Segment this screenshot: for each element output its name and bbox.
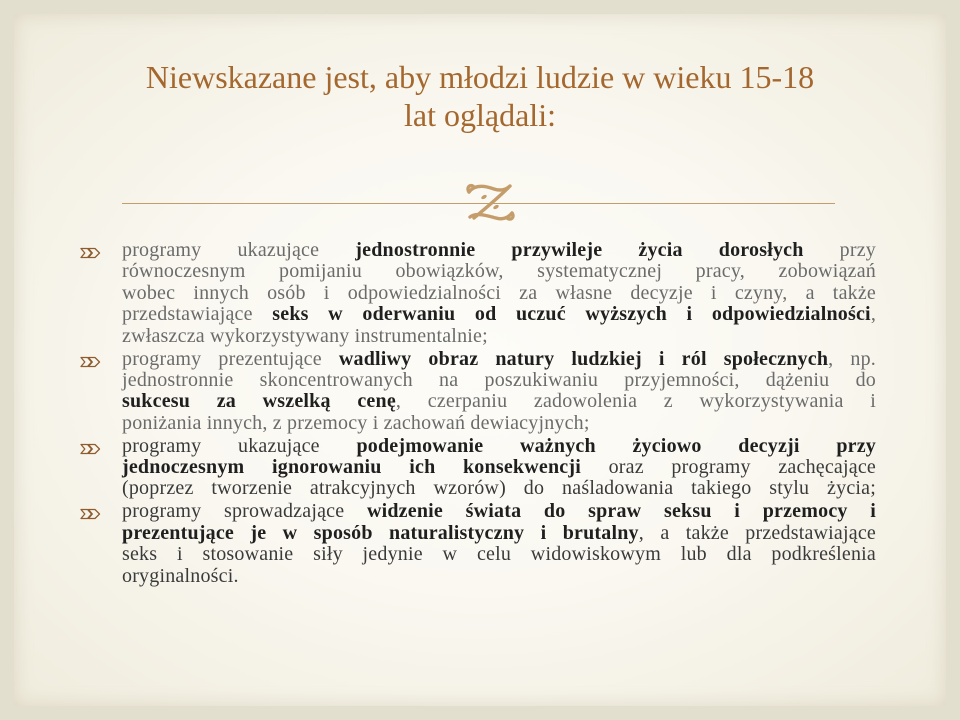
body-text: poniżania innych, z przemocy i zachowań dewiacyjnych; [122, 411, 590, 434]
double-arrow-icon [80, 246, 102, 260]
bullet-item [122, 240, 876, 347]
body-text: programy ukazujące [122, 434, 357, 457]
emphasized-text: jednostronnie przywileje życia dorosłych [355, 239, 804, 261]
slide-title-line: Niewskazane jest, aby młodzi ludzie w wieku 15-18 [145, 59, 815, 95]
body-text: programy prezentujące [122, 347, 339, 370]
emphasized-text: jednoczesnym ignorowaniu ich konsekwencji [122, 456, 581, 479]
body-text: , czerpaniu zadowolenia z wykorzystywania i [395, 390, 876, 413]
text-line [122, 544, 876, 565]
body-text: , np. [828, 347, 876, 370]
body-text: jednostronnie skoncentrowanych na poszukiwaniu przyjemności, dążeniu do [122, 368, 876, 391]
emphasized-text: sukcesu za wszelką cenę [122, 390, 396, 413]
text-line [122, 523, 876, 544]
text-line [122, 240, 876, 261]
emphasized-text: widzenie świata do spraw seksu i przemocy i [366, 500, 876, 523]
body-text: oraz programy zachęcające [580, 456, 876, 479]
text-line [122, 436, 876, 457]
body-text: przedstawiające [122, 303, 273, 326]
body-text: wobec innych osób i odpowiedzialności za własne decyzje i czyny, a także [122, 281, 876, 304]
ornament-icon [464, 180, 516, 224]
body-text: , [870, 303, 877, 326]
body-text: równoczesnym pomijaniu obowiązków, systematycznej pracy, zobowiązań [122, 260, 876, 283]
double-arrow-icon [80, 442, 102, 456]
body-text: programy sprowadzające [122, 500, 367, 523]
text-line [122, 501, 876, 522]
body-text: , a także przedstawiające [638, 521, 876, 544]
text-line [122, 566, 876, 587]
text-line [122, 391, 876, 412]
text-line [122, 326, 876, 347]
text-line [122, 261, 876, 282]
body-text: (poprzez tworzenie atrakcyjnych wzorów) do naśladowania takiego stylu życia; [122, 477, 876, 500]
text-line [122, 457, 876, 478]
text-line [122, 478, 876, 499]
emphasized-text: seks w oderwaniu od uczuć wyższych i odpowiedzialności [272, 303, 871, 326]
body-text: seks i stosowanie siły jedynie w celu widowiskowym lub dla podkreślenia [122, 543, 876, 566]
body-text: programy ukazujące [122, 239, 356, 261]
bullet-list [122, 240, 876, 587]
text-line [122, 413, 876, 434]
double-arrow-icon [80, 507, 102, 521]
slide-title-line: lat oglądali: [404, 97, 556, 133]
bullet-item [122, 436, 876, 500]
text-line [122, 370, 876, 391]
bullet-item [122, 349, 876, 435]
slide-title [60, 58, 900, 134]
text-line [122, 349, 876, 370]
double-arrow-icon [80, 355, 102, 369]
body-text: oryginalności. [122, 564, 239, 587]
text-line [122, 283, 876, 304]
body-text: zwłaszcza wykorzystywany instrumentalnie; [122, 324, 488, 347]
emphasized-text: prezentujące je w sposób naturalistyczny i brutalny [122, 521, 639, 544]
emphasized-text: podejmowanie ważnych życiowo decyzji przy [356, 434, 876, 457]
text-line [122, 304, 876, 325]
bullet-item [122, 501, 876, 587]
emphasized-text: wadliwy obraz natury ludzkiej i ról społecznych [338, 347, 829, 370]
body-text: przy [803, 239, 876, 261]
